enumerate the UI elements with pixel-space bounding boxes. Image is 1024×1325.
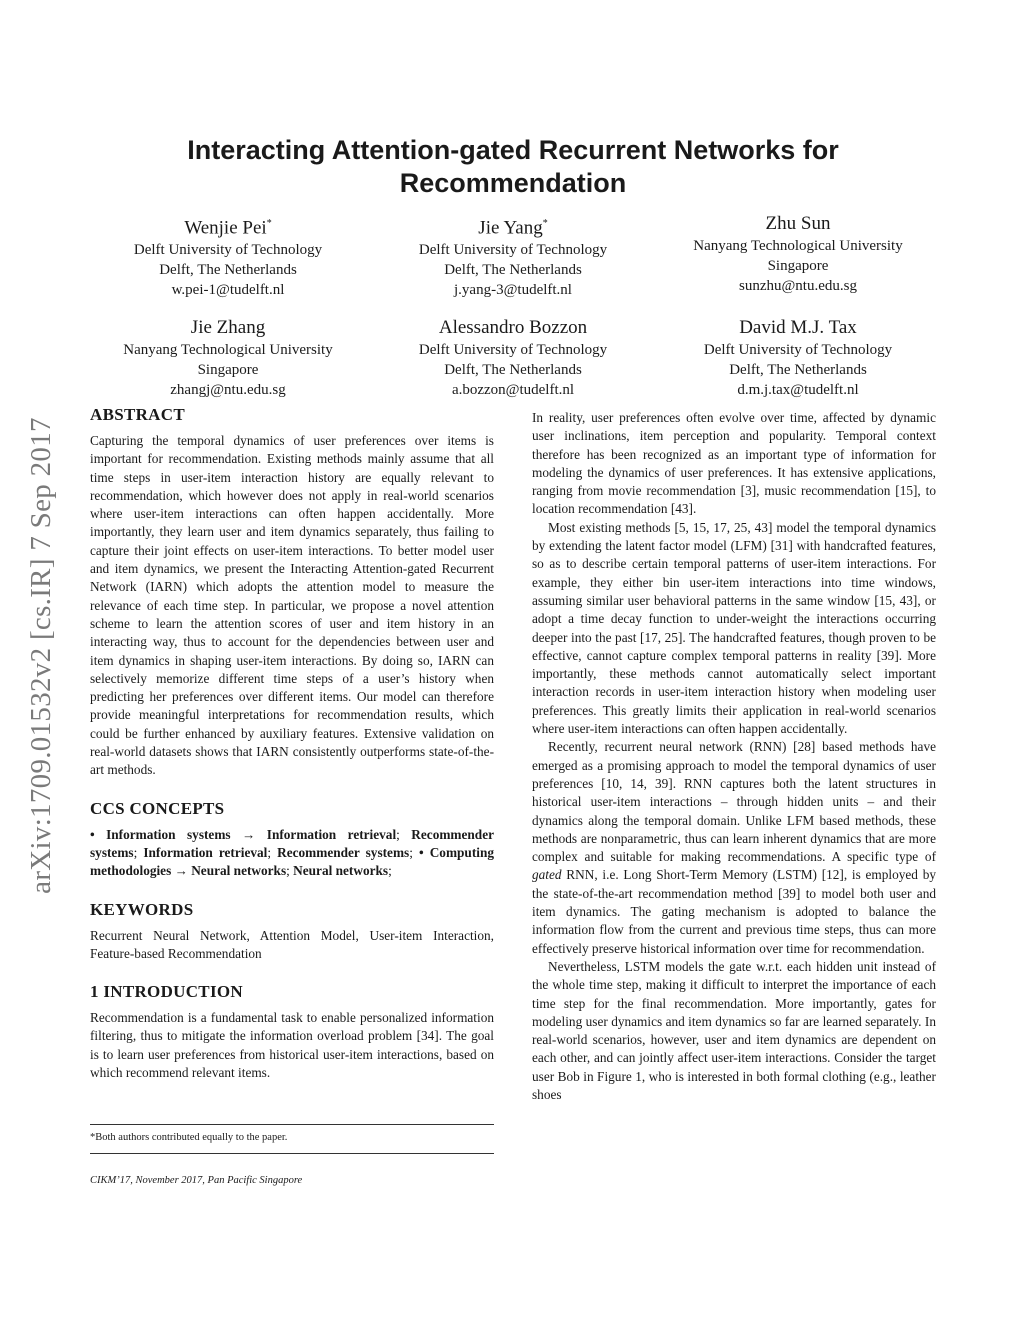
author-row: [90, 212, 936, 300]
author: [90, 316, 366, 400]
body-paragraph: Nevertheless, LSTM models the gate w.r.t. each hidden unit instead of the whole time step, making it difficult to interpret the importance of each time step for the final recommendation. More importantly, gates for modeling user dynamics and item dynamics so far are learned separately. In real-world scenarios, however, user and item dynamics are dependent on each other, and can jointly affect user-item interactions. Consider the target user Bob in Figure 1, who is interested in both formal clothing (e.g., leather shoes: [532, 958, 936, 1102]
paper-title: Interacting Attention-gated Recurrent Networks for Recommendation: [187, 135, 839, 198]
body-paragraph: Recently, recurrent neural network (RNN) [28] based methods have emerged as a promising approach to model the temporal dynamics of user preferences [10, 14, 39]. RNN captures both the latent structures in historical user-item interactions – through hidden units – and their dynamics along the temporal domain. Unlike LFM based methods, these methods are nonparametric, thus can learn inherent dynamics that are more complex and suitable for making recommendations. A specific type of gated RNN, i.e. Long Short-Term Memory (LSTM) [12], is employed by the state-of-the-art recommendation method [39] to model both user and item dynamics. The gating mechanism is adopted to balance the information flow from the current and previous time steps, thus can more effectively preserve historical information over time for recommendation.: [532, 739, 936, 956]
arxiv-stamp-text: arXiv:1709.01532v2 [cs.IR] 7 Sep 2017: [24, 416, 57, 894]
author: [90, 212, 366, 300]
author-location: Singapore: [767, 258, 829, 274]
arxiv-stamp: [21, 375, 61, 935]
conference-divider: [90, 1153, 494, 1154]
author-name: Jie Yang: [478, 217, 543, 239]
author-affiliation: Delft University of Technology: [418, 342, 608, 359]
author: [375, 316, 651, 400]
author-affiliation: Delft University of Technology: [703, 342, 893, 359]
author-location: Delft, The Netherlands: [159, 262, 297, 279]
author-email: w.pei-1@tudelft.nl: [171, 282, 285, 299]
author-affiliation: Delft University of Technology: [133, 242, 323, 259]
abstract-section: [90, 404, 494, 780]
section-heading: KEYWORDS: [90, 899, 194, 919]
author-name: Wenjie Pei: [184, 217, 267, 239]
author-location: Singapore: [197, 362, 259, 379]
ccs-section: [90, 798, 494, 881]
footnote: *Both authors contributed equally to the paper.: [90, 1132, 288, 1144]
keywords-section: [90, 899, 494, 964]
intro-paragraph: Recommendation is a fundamental task to enable personalized information filtering, thus to mitigate the information overload problem [34]. The goal is to learn user preferences from historical user-item interactions, based on which recommend relevant items.: [90, 1010, 494, 1081]
author-row: [90, 316, 936, 400]
equal-contribution-mark: *: [542, 218, 548, 229]
author-email: j.yang-3@tudelft.nl: [454, 282, 572, 299]
body-paragraph: Most existing methods [5, 15, 17, 25, 43] model the temporal dynamics by extending the latent factor model (LFM) [31] with handcrafted features, so as to describe certain temporal patterns of user-item interactions. For example, they either bin user-item interactions into time windows, assuming similar user behavioral patterns in the same window [15, 43], or adopt a time decay function to under-weight the interactions occurring deeper into the past [17, 25]. The handcrafted features, though proven to be effective, cannot capture complex temporal patterns in reality [39]. More importantly, these methods cannot automatically select important interaction records in user-item interaction history when modeling user preferences. This greatly limits their application in real-world scenarios where user-item interactions can often happen accidentally.: [532, 519, 936, 737]
author: [660, 212, 936, 300]
author-email: a.bozzon@tudelft.nl: [451, 382, 575, 399]
body-paragraph: In reality, user preferences often evolve over time, affected by dynamic user inclinations, item perception and popularity. Temporal context therefore has been recognized as an important type of information for modeling the dynamics of user preferences. It has extensive applications, ranging from movie recommendation [3], music recommendation [15], to location recommendation [43].: [532, 410, 936, 517]
author-email: sunzhu@ntu.edu.sg: [739, 278, 857, 294]
keywords-text: Recurrent Neural Network, Attention Model, User-item Interaction, Feature-based Recommendation: [90, 927, 494, 961]
author-location: Delft, The Netherlands: [444, 362, 582, 379]
author-affiliation: Nanyang Technological University: [693, 238, 903, 254]
ccs-concepts: • Information systems → Information retrieval; Recommender systems; Information retrieval; Recommender systems; • Computing methodologies → Neural networks; Neural networks;: [90, 826, 494, 879]
left-column: [90, 404, 494, 1191]
section-heading: ABSTRACT: [90, 405, 185, 424]
conference-info: CIKM’17, November 2017, Pan Pacific Singapore: [90, 1175, 303, 1187]
author-name: Zhu Sun: [765, 213, 831, 234]
author-location: Delft, The Netherlands: [444, 262, 582, 279]
section-heading: 1 INTRODUCTION: [90, 982, 243, 1002]
author-location: Delft, The Netherlands: [729, 362, 867, 379]
author-name: Alessandro Bozzon: [438, 317, 588, 339]
section-heading: CCS CONCEPTS: [90, 798, 225, 818]
author-affiliation: Delft University of Technology: [418, 242, 608, 259]
author: [375, 212, 651, 300]
footnote-divider: [90, 1124, 494, 1125]
author-email: zhangj@ntu.edu.sg: [170, 382, 286, 399]
right-column: [532, 409, 936, 1104]
author-name: David M.J. Tax: [739, 317, 857, 339]
abstract-text: Capturing the temporal dynamics of user preferences over items is important for recommendation. Existing methods mainly assume that all time steps in user-item interaction history are equally relevant to recommendation, which however does not apply in real-world scenarios where user-item interactions can often happen accidentally. More importantly, they learn user and item dynamics separately, thus failing to capture their joint effects on user-item interactions. To better model user and item dynamics, we present the Interacting Attention-gated Recurrent Network (IARN) which adopts the attention model to measure the relevance of each time step. In particular, we propose a novel attention scheme to learn the attention scores of user and item history in an interacting way, thus to account for the dependencies between user and item dynamics in shaping user-item interactions. By doing so, IARN can selectively memorize different time steps of a user’s history when predicting her preferences over different items. Our model can therefore provide meaningful interpretations for recommendation results, which could be further enhanced by auxiliary features. Extensive validation on real-world datasets shows that IARN consistently outperforms state-of-the-art methods.: [90, 433, 494, 778]
author-email: d.m.j.tax@tudelft.nl: [737, 382, 859, 399]
introduction-section: [90, 981, 494, 1082]
author-name: Jie Zhang: [190, 317, 266, 339]
equal-contribution-mark: *: [266, 218, 272, 229]
author-block: [90, 212, 936, 400]
author: [660, 316, 936, 400]
author-affiliation: Nanyang Technological University: [123, 342, 333, 359]
